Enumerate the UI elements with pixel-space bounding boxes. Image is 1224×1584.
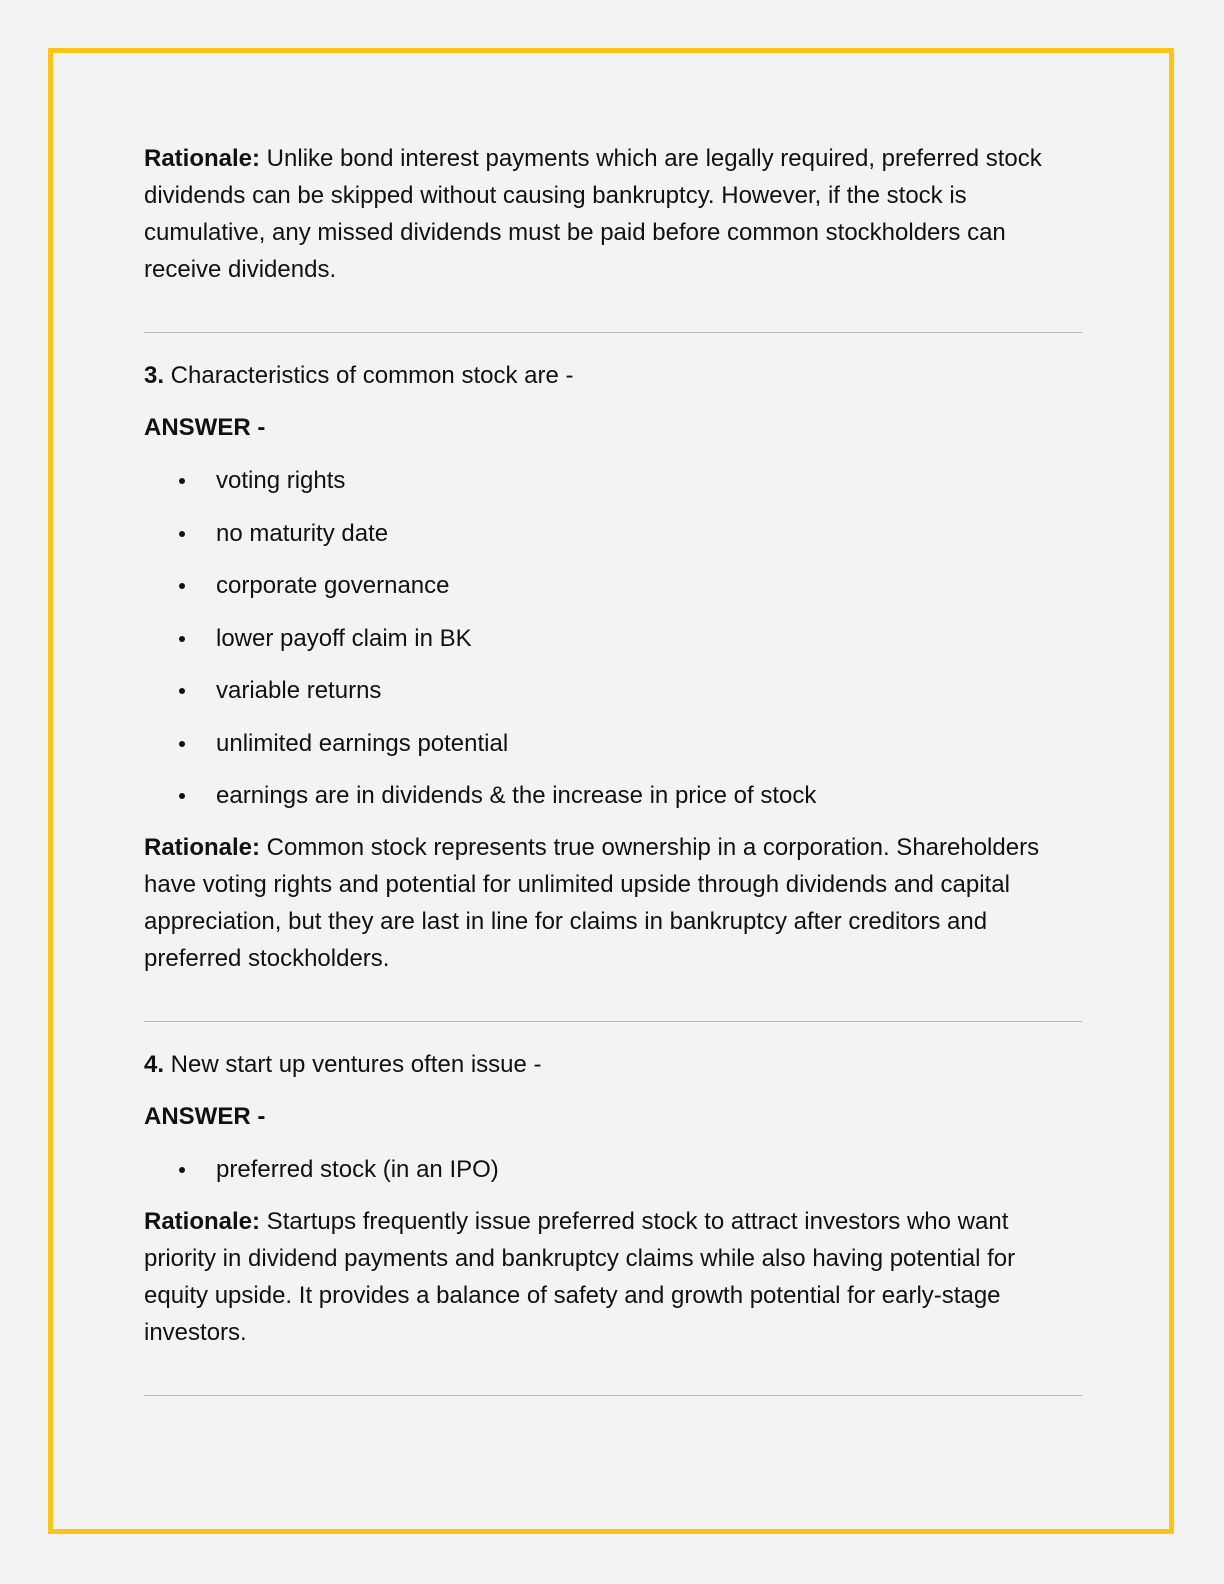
answer-text: no maturity date [216,519,389,547]
answer-item [144,728,1082,760]
bullet-icon [179,793,185,799]
answer-item [144,1154,1082,1186]
rationale-label: Rationale: [144,1208,261,1235]
answer-text: voting rights [216,467,346,494]
question-3-rationale [144,829,1082,977]
bullet-icon [179,636,185,642]
question-text: Characteristics of common stock are - [164,362,574,389]
answer-list [144,1154,1082,1186]
rationale-label: Rationale: [144,145,261,172]
answer-text: variable returns [216,677,382,704]
bullet-icon [179,583,185,589]
question-number: 4. [144,1051,165,1078]
bullet-icon [179,478,185,484]
question-4 [144,1049,1082,1081]
intro-rationale [144,140,1082,288]
answer-item [144,623,1082,655]
answer-text: unlimited earnings potential [216,729,509,757]
section-divider [144,332,1082,333]
answer-item [144,570,1082,602]
rationale-text: Startups frequently issue preferred stock to attract investors who want priority in dividend payments and bankruptcy claims while also having potential for equity upside. It provides a balance of safety and growth potential for early-stage investors. [144,1208,1016,1346]
question-3 [144,360,1082,392]
question-text: New start up ventures often issue - [164,1051,542,1078]
section-divider [144,1395,1082,1396]
bullet-icon [179,741,185,747]
question-4-rationale [144,1203,1082,1351]
question-number: 3. [144,362,165,389]
bullet-icon [179,531,185,537]
answer-item [144,518,1082,550]
answer-text: corporate governance [216,572,450,599]
section-divider [144,1021,1082,1022]
answer-label: ANSWER - [144,1103,266,1130]
bullet-icon [179,688,185,694]
answer-text: preferred stock (in an IPO) [216,1156,499,1183]
rationale-text: Common stock represents true ownership in a corporation. Shareholders have voting rights and potential for unlimited upside through dividends and capital appreciation, but they are last in line for claims in bankruptcy after creditors and preferred stockholders. [144,834,1040,972]
rationale-text: Unlike bond interest payments which are legally required, preferred stock dividends can be skipped without causing bankruptcy. However, if the stock is cumulative, any missed dividends must be paid before common stockholders can receive dividends. [144,145,1042,283]
answer-label: ANSWER - [144,414,266,441]
answer-list [144,465,1082,812]
bullet-icon [179,1167,185,1173]
answer-item [144,780,1082,812]
rationale-label: Rationale: [144,834,261,861]
answer-item [144,465,1082,497]
answer-item [144,675,1082,707]
answer-text: lower payoff claim in BK [216,624,472,652]
answer-text: earnings are in dividends & the increase in price of stock [216,782,817,809]
document-content [144,140,1082,1396]
